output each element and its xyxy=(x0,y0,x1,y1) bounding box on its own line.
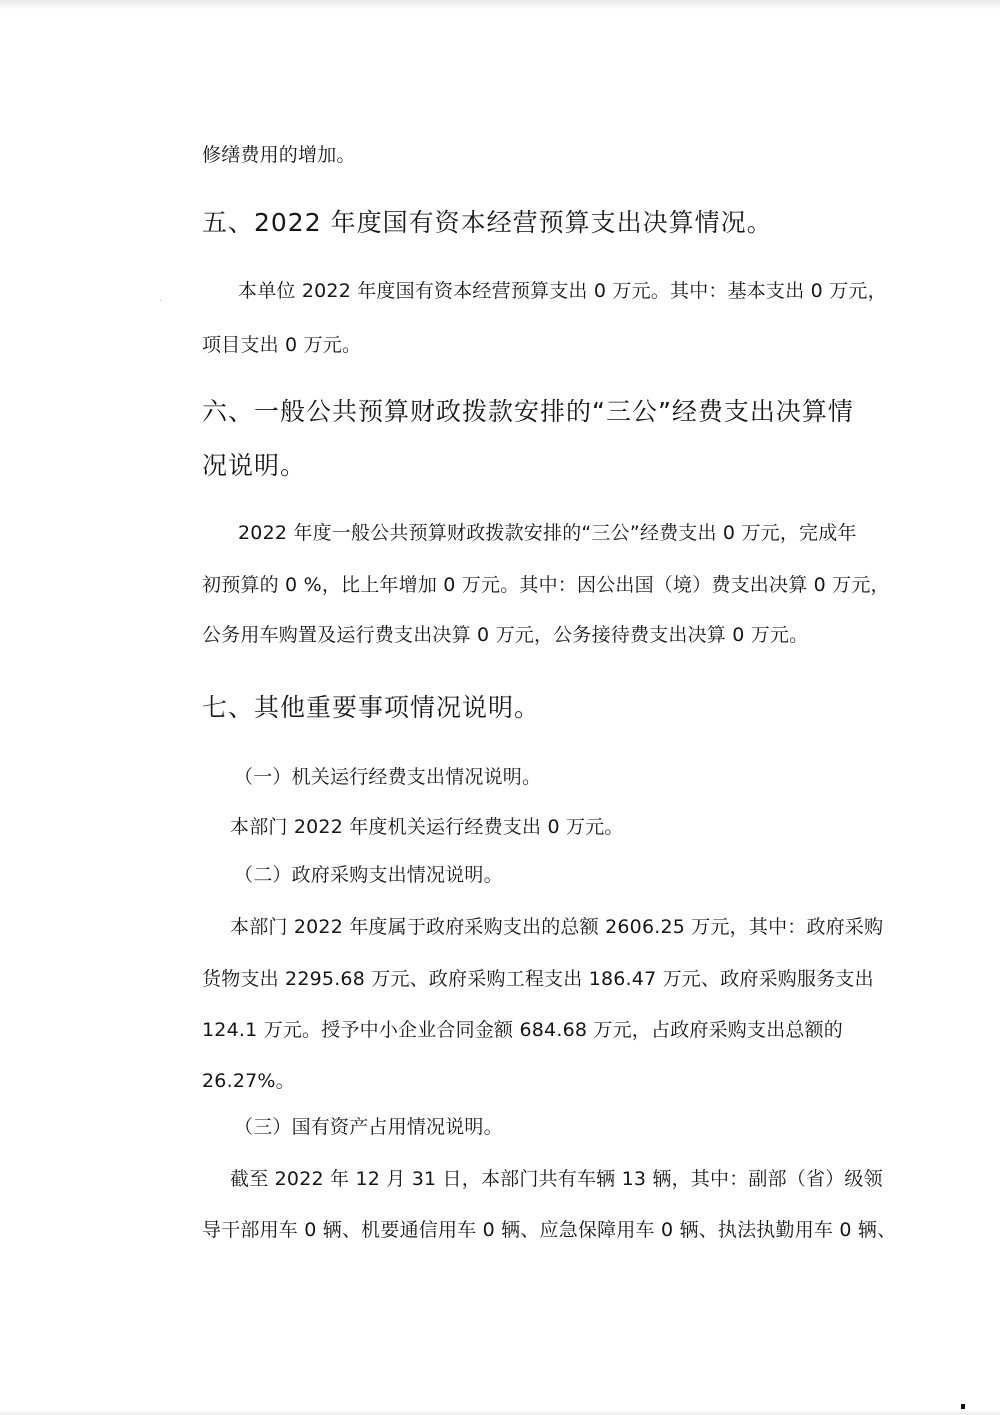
paragraph-line: 截至 2022 年 12 月 31 日，本部门共有车辆 13 辆，其中：副部（省）级领 xyxy=(230,1168,883,1190)
subsection-heading-3: （三）国有资产占用情况说明。 xyxy=(234,1116,503,1138)
paragraph-line: 公务用车购置及运行费支出决算 0 万元，公务接待费支出决算 0 万元。 xyxy=(202,624,809,646)
paragraph-line: 2022 年度一般公共预算财政拨款安排的“三公”经费支出 0 万元，完成年 xyxy=(238,522,857,544)
paragraph-line: 本单位 2022 年度国有资本经营预算支出 0 万元。其中：基本支出 0 万元， xyxy=(238,280,887,302)
paragraph-line: 修缮费用的增加。 xyxy=(202,144,356,166)
subsection-heading-1: （一）机关运行经费支出情况说明。 xyxy=(234,766,542,788)
paragraph-line: 26.27%。 xyxy=(202,1070,295,1092)
paragraph-line: 导干部用车 0 辆、机要通信用车 0 辆、应急保障用车 0 辆、执法执勤用车 0 辆、 xyxy=(202,1219,897,1241)
paragraph-line: 本部门 2022 年度机关运行经费支出 0 万元。 xyxy=(230,816,624,838)
section-heading-7: 七、其他重要事项情况说明。 xyxy=(202,693,541,722)
paragraph-line: 124.1 万元。授予中小企业合同金额 684.68 万元，占政府采购支出总额的 xyxy=(202,1019,843,1041)
section-heading-6: 六、一般公共预算财政拨款安排的“三公”经费支出决算情 xyxy=(202,397,854,426)
paragraph-line: 本部门 2022 年度属于政府采购支出的总额 2606.25 万元，其中：政府采购 xyxy=(230,916,884,938)
scan-speck xyxy=(160,300,161,301)
paragraph-line: 初预算的 0 %，比上年增加 0 万元。其中：因公出国（境）费支出决算 0 万元， xyxy=(202,574,890,596)
subsection-heading-2: （二）政府采购支出情况说明。 xyxy=(234,864,503,886)
scan-bottom-edge xyxy=(0,1409,1000,1415)
paragraph-line: 货物支出 2295.68 万元、政府采购工程支出 186.47 万元、政府采购服务支出 xyxy=(202,968,874,990)
paragraph-line: 项目支出 0 万元。 xyxy=(202,334,362,356)
section-heading-6-cont: 况说明。 xyxy=(202,451,307,480)
section-heading-5: 五、2022 年度国有资本经营预算支出决算情况。 xyxy=(202,208,773,237)
scan-top-edge xyxy=(0,0,1000,10)
